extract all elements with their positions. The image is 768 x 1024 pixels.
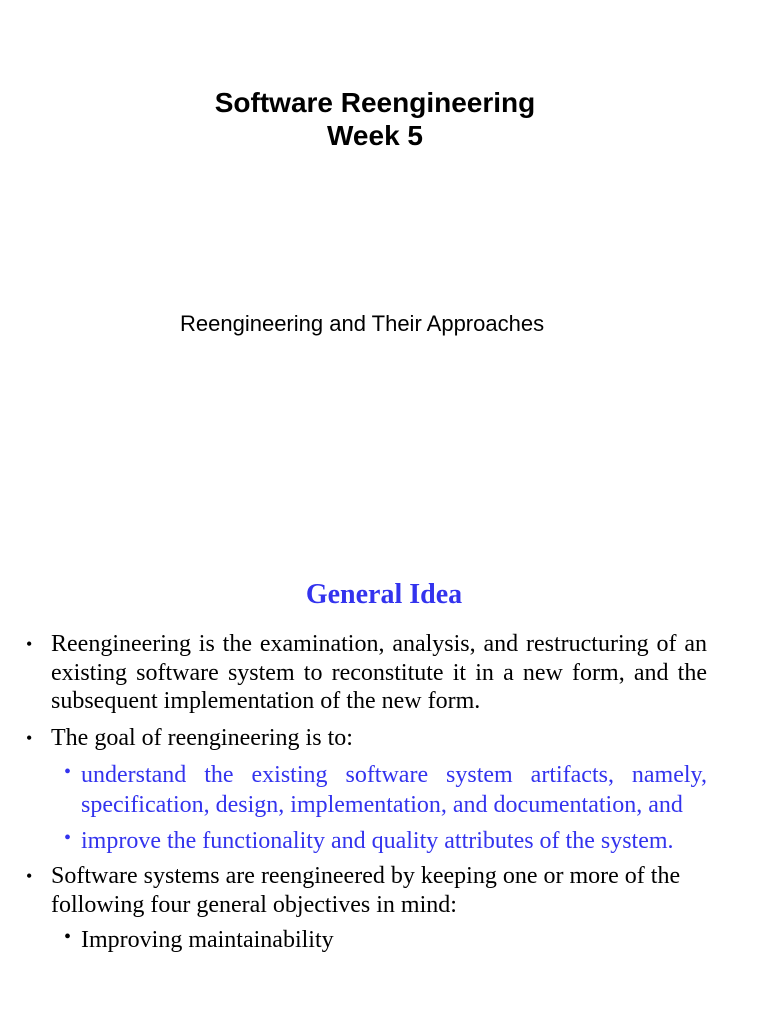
document-subtitle: Reengineering and Their Approaches xyxy=(180,311,545,336)
sub-bullet-item xyxy=(0,760,707,820)
bullet-continuation xyxy=(0,891,707,920)
bullet-text: following four general objectives in mind: xyxy=(51,891,457,918)
bullet-item xyxy=(0,724,707,753)
bullet-icon: • xyxy=(26,727,33,748)
bullet-item xyxy=(0,862,707,891)
document-title xyxy=(0,86,750,152)
sub-bullet-text: understand the existing software system artifacts, namely, specification, design, implementation, and documentation, and xyxy=(81,762,707,818)
bullet-icon: • xyxy=(64,827,72,849)
sub-bullet-text: Improving maintainability xyxy=(81,927,334,953)
sub-bullet-item xyxy=(0,925,707,955)
bullet-icon: • xyxy=(26,634,33,654)
bullet-icon: • xyxy=(26,866,33,886)
bullet-text: Software systems are reengineered by keeping one or more of the xyxy=(51,863,681,889)
title-line-2: Week 5 xyxy=(327,120,423,151)
bullet-icon: • xyxy=(64,761,72,783)
bullet-icon: • xyxy=(64,926,72,948)
bullet-item xyxy=(0,630,707,716)
title-line-1: Software Reengineering xyxy=(214,87,536,118)
sub-bullet-item xyxy=(0,826,707,856)
sub-bullet-text: improve the functionality and quality attributes of the system. xyxy=(81,828,674,854)
bullet-text: Reengineering is the examination, analysis, and restructuring of an existing software system to reconstitute it in a new form, and the subsequent implementation of the new form. xyxy=(51,631,707,714)
bullet-text: The goal of reengineering is to: xyxy=(51,724,353,751)
section-heading: General Idea xyxy=(305,579,463,610)
bullet-list xyxy=(0,630,768,961)
